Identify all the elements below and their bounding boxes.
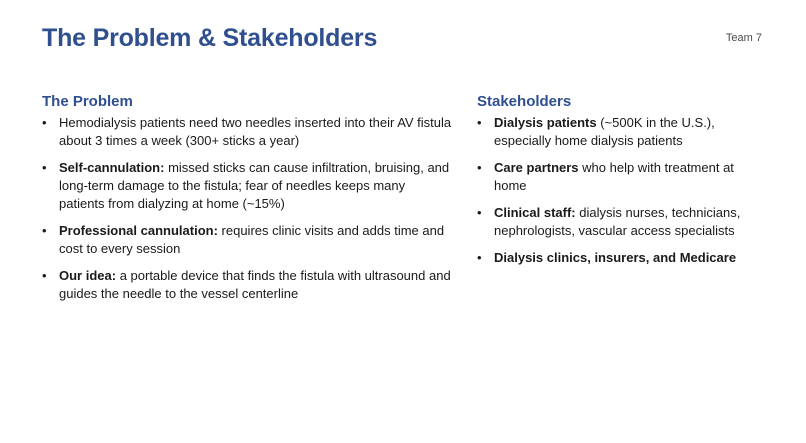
slide-title: The Problem & Stakeholders bbox=[42, 24, 378, 52]
problem-heading: The Problem bbox=[42, 93, 133, 110]
bullet-lead: Care partners bbox=[494, 160, 579, 175]
bullet-text: Hemodialysis patients need two needles inserted into their AV fistula about 3 times a week (300+ sticks a year) bbox=[59, 115, 452, 148]
problem-item-our-idea bbox=[42, 267, 452, 303]
stakeholder-item-clinics-payers bbox=[477, 249, 767, 267]
problem-item-needles bbox=[42, 114, 452, 150]
stakeholder-item-care-partners bbox=[477, 159, 767, 195]
bullet-text: (~500K in the U.S.), especially home dialysis patients bbox=[494, 115, 715, 148]
bullet-lead: Our idea: bbox=[59, 268, 117, 283]
bullet-text: a portable device that finds the fistula with ultrasound and guides the needle to the vessel centerline bbox=[59, 268, 451, 301]
bullet-text: requires clinic visits and adds time and cost to every session bbox=[59, 223, 445, 256]
bullet-text: who help with treatment at home bbox=[494, 160, 734, 193]
bullet-lead: Dialysis clinics, insurers, and Medicare bbox=[494, 250, 737, 265]
problem-list bbox=[42, 114, 452, 303]
problem-section bbox=[42, 93, 452, 312]
bullet-lead: Clinical staff: bbox=[494, 205, 576, 220]
bullet-lead: Self-cannulation: bbox=[59, 160, 165, 175]
stakeholders-section bbox=[477, 93, 767, 276]
stakeholder-item-clinical-staff bbox=[477, 204, 767, 240]
stakeholder-item-patients bbox=[477, 114, 767, 150]
stakeholders-heading: Stakeholders bbox=[477, 93, 572, 110]
problem-item-self-cannulation bbox=[42, 159, 452, 213]
stakeholders-list bbox=[477, 114, 767, 267]
problem-item-professional-cannulation bbox=[42, 222, 452, 258]
bullet-lead: Dialysis patients bbox=[494, 115, 597, 130]
bullet-text: missed sticks can cause infiltration, bruising, and long-term damage to the fistula; fear of needles keeps many patients from dialyzing at home (~15%) bbox=[59, 160, 450, 211]
team-label: Team 7 bbox=[725, 32, 762, 44]
bullet-text: dialysis nurses, technicians, nephrologists, vascular access specialists bbox=[494, 205, 741, 238]
bullet-lead: Professional cannulation: bbox=[59, 223, 218, 238]
